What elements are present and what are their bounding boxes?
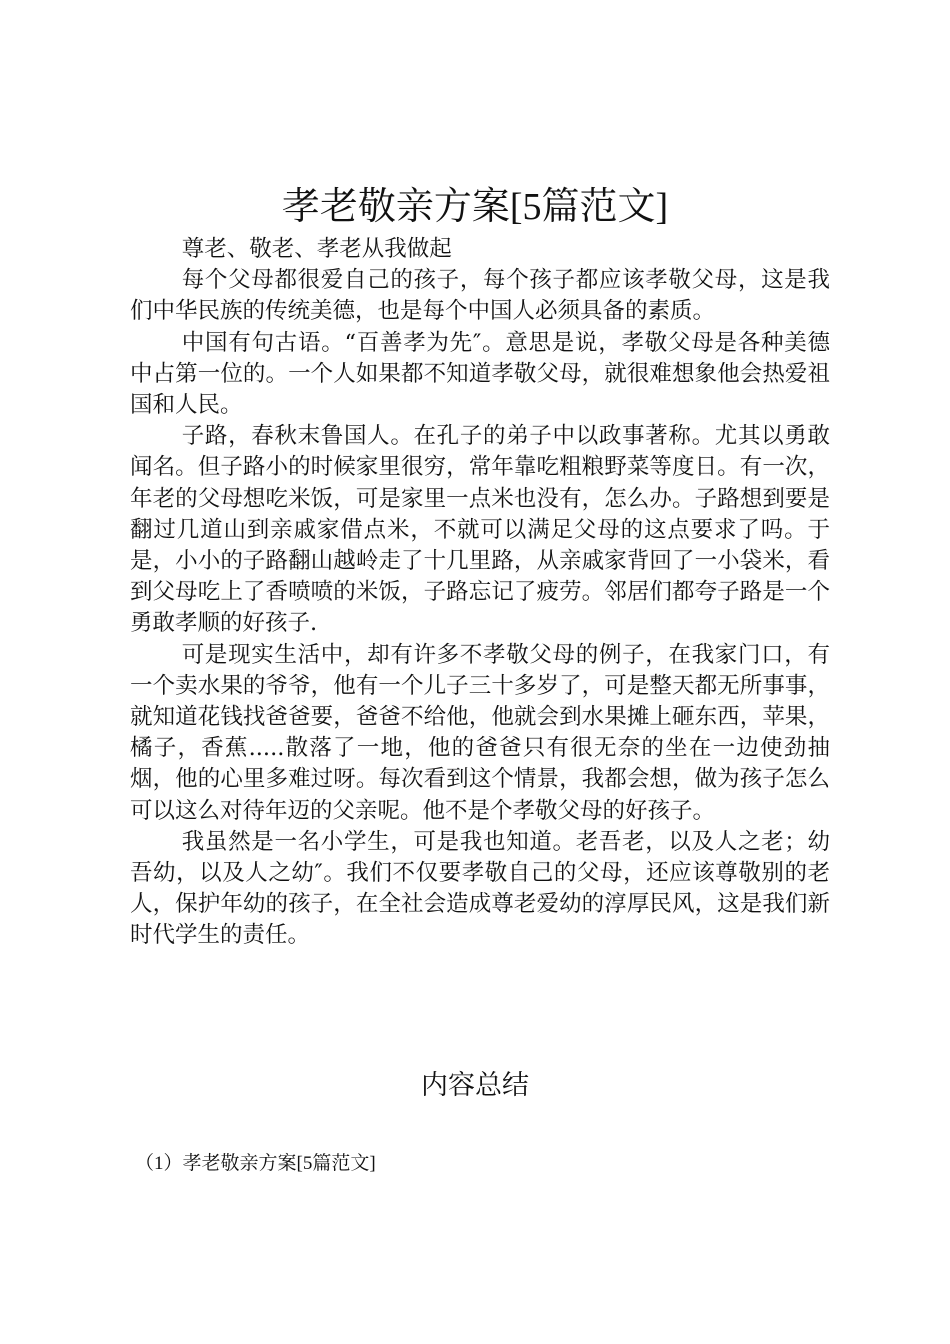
paragraph-4: 子路，春秋末鲁国人。在孔子的弟子中以政事著称。尤其以勇敢闻名。但子路小的时候家里很穷，常年靠吃粗粮野菜等度日。有一次，年老的父母想吃米饭，可是家里一点米也没有，怎么办。子路想到要是翻过几道山到亲戚家借点米，不就可以满足父母的这点要求了吗。于是，小小的子路翻山越岭走了十几里路，从亲戚家背回了一小袋米，看到父母吃上了香喷喷的米饭，子路忘记了疲劳。邻居们都夸子路是一个勇敢孝顺的好孩子. (130, 423, 830, 637)
summary-item: （1）孝老敬亲方案[5篇范文] (135, 1153, 376, 1174)
paragraph-5: 可是现实生活中，却有许多不孝敬父母的例子，在我家门口，有一个卖水果的爷爷，他有一个儿子三十多岁了，可是整天都无所事事，就知道花钱找爸爸要，爸爸不给他，他就会到水果摊上砸东西，苹果，橘子，香蕉.....散落了一地，他的爸爸只有很无奈的坐在一边使劲抽烟，他的心里多难过呀。每次看到这个情景，我都会想，做为孩子怎么可以这么对待年迈的父亲呢。他不是个孝敬父母的好孩子。 (130, 641, 830, 824)
paragraph-2: 每个父母都很爱自己的孩子，每个孩子都应该孝敬父母，这是我们中华民族的传统美德，也是每个中国人必须具备的素质。 (130, 267, 830, 325)
document-body (130, 234, 830, 952)
paragraph-3: 中国有句古语。“百善孝为先″。意思是说，孝敬父母是各种美德中占第一位的。一个人如果都不知道孝敬父母，就很难想象他会热爱祖国和人民。 (130, 329, 830, 419)
summary-heading: 内容总结 (421, 1070, 529, 1101)
document-title: 孝老敬亲方案[5篇范文] (281, 186, 669, 228)
paragraph-6: 我虽然是一名小学生，可是我也知道。老吾老，以及人之老；幼吾幼，以及人之幼″。我们不仅要孝敬自己的父母，还应该尊敬别的老人，保护年幼的孩子，在全社会造成尊老爱幼的淳厚民风，这是我们新时代学生的责任。 (130, 828, 830, 949)
paragraph-1: 尊老、敬老、孝老从我做起 (181, 236, 452, 262)
